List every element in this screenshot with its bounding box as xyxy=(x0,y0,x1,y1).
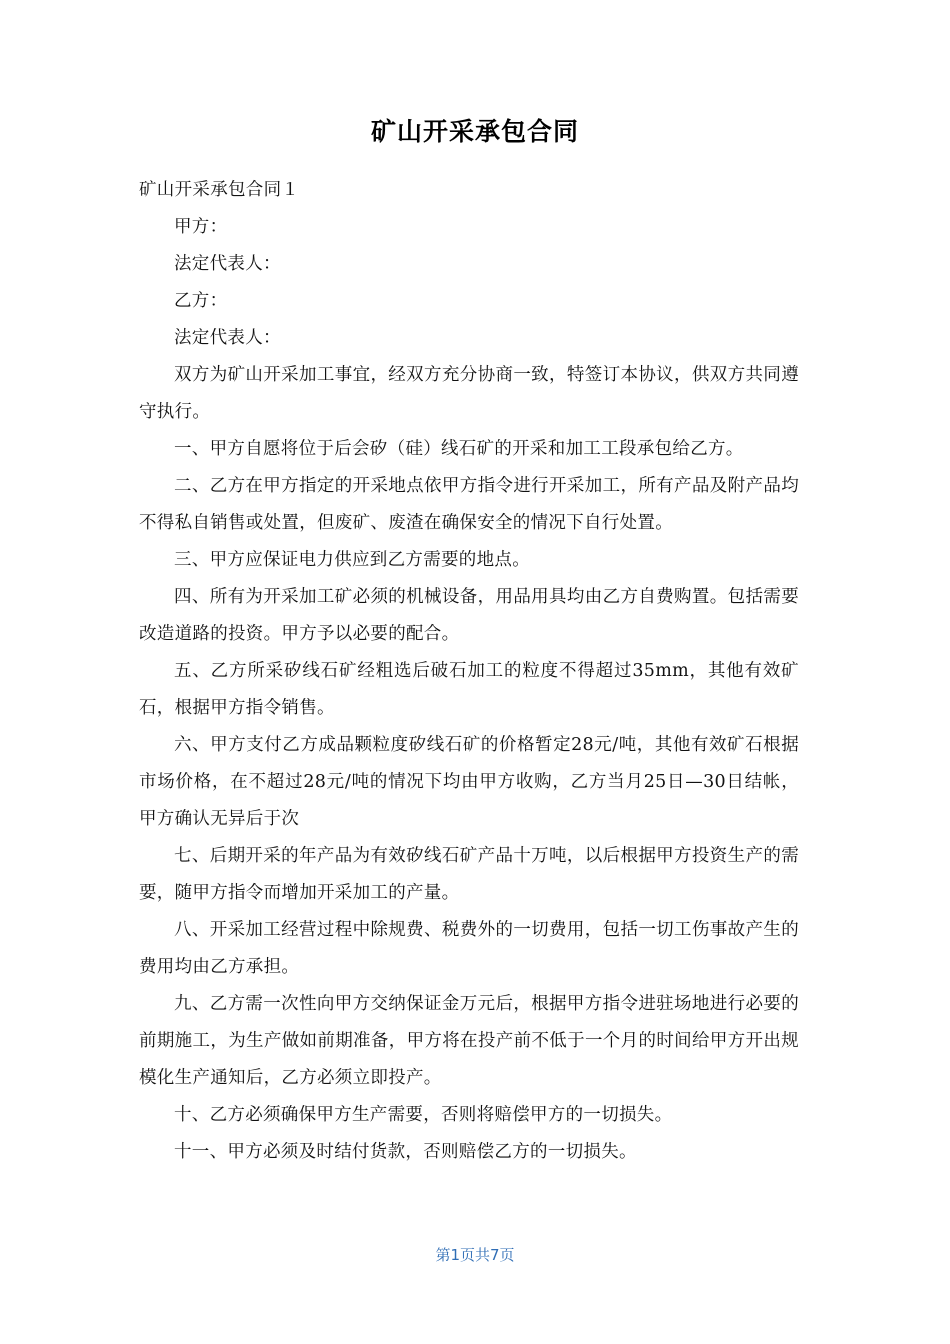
clause-3: 三、甲方应保证电力供应到乙方需要的地点。 xyxy=(174,550,530,570)
document-body xyxy=(139,172,799,1171)
document-title: 矿山开采承包合同 xyxy=(370,117,579,146)
clause-2: 二、乙方在甲方指定的开采地点依甲方指令进行开采加工，所有产品及附产品均不得私自销售或处置，但废矿、废渣在确保安全的情况下自行处置。 xyxy=(139,476,799,533)
clause-5: 五、乙方所采矽线石矿经粗选后破石加工的粒度不得超过35mm，其他有效矿石，根据甲方指令销售。 xyxy=(139,661,799,718)
page-number-footer: 第1页共7页 xyxy=(435,1246,515,1264)
clause-4: 四、所有为开采加工矿必须的机械设备，用品用具均由乙方自费购置。包括需要改造道路的投资。甲方予以必要的配合。 xyxy=(139,587,799,644)
party-a-label: 甲方： xyxy=(174,217,228,237)
clause-1: 一、甲方自愿将位于后会矽（硅）线石矿的开采和加工工段承包给乙方。 xyxy=(174,439,744,459)
clause-7: 七、后期开采的年产品为有效矽线石矿产品十万吨，以后根据甲方投资生产的需要，随甲方指令而增加开采加工的产量。 xyxy=(139,846,799,903)
preamble-paragraph: 双方为矿山开采加工事宜，经双方充分协商一致，特签订本协议，供双方共同遵守执行。 xyxy=(139,365,799,422)
party-a-representative-label: 法定代表人： xyxy=(174,254,281,274)
party-b-representative-label: 法定代表人： xyxy=(174,328,281,348)
clause-6: 六、甲方支付乙方成品颗粒度矽线石矿的价格暂定28元/吨，其他有效矿石根据市场价格，在不超过28元/吨的情况下均由甲方收购，乙方当月25日—30日结帐，甲方确认无异后于次 xyxy=(139,735,799,829)
document-subtitle: 矿山开采承包合同１ xyxy=(139,180,300,200)
party-b-label: 乙方： xyxy=(174,291,228,311)
clause-10: 十、乙方必须确保甲方生产需要，否则将赔偿甲方的一切损失。 xyxy=(174,1105,673,1125)
clause-9: 九、乙方需一次性向甲方交纳保证金万元后，根据甲方指令进驻场地进行必要的前期施工，为生产做如前期准备，甲方将在投产前不低于一个月的时间给甲方开出规模化生产通知后，乙方必须立即投产。 xyxy=(139,994,799,1088)
clause-11: 十一、甲方必须及时结付货款，否则赔偿乙方的一切损失。 xyxy=(174,1142,637,1162)
clause-8: 八、开采加工经营过程中除规费、税费外的一切费用，包括一切工伤事故产生的费用均由乙方承担。 xyxy=(139,920,799,977)
